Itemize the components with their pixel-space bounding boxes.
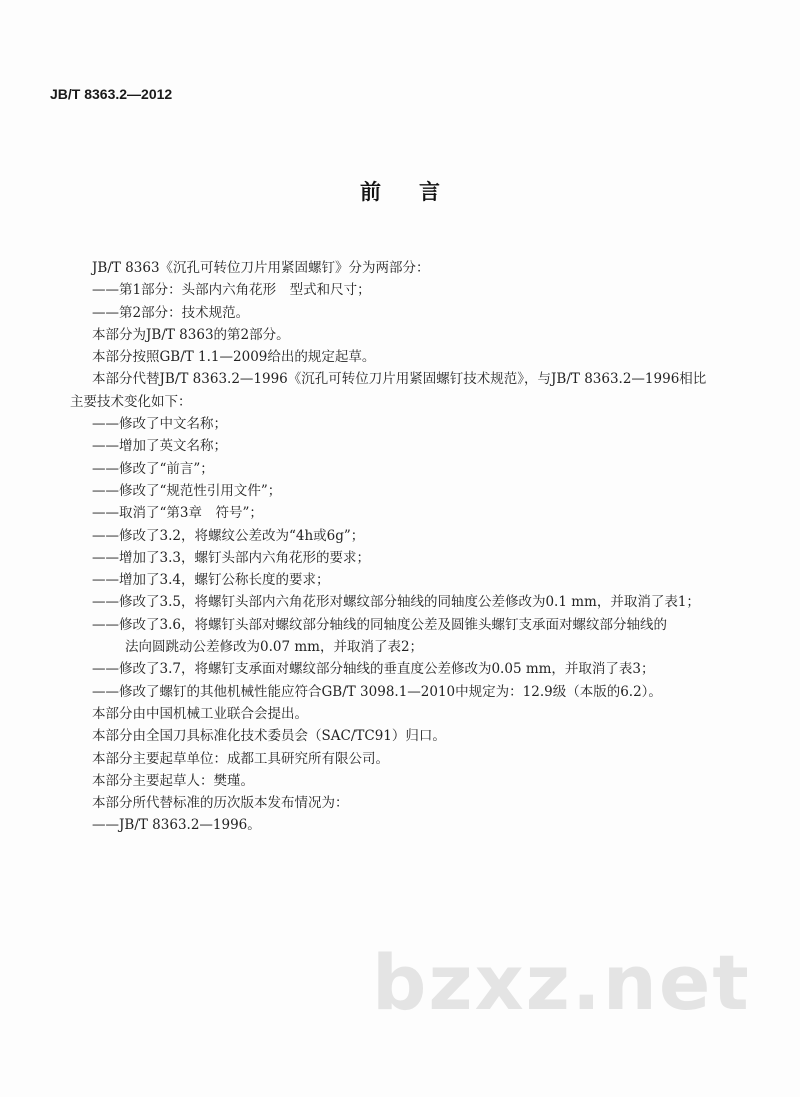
page-title: 前言 [360,179,478,204]
paragraph-line: JB/T 8363《沉孔可转位刀片用紧固螺钉》分为两部分： [92,260,430,276]
paragraph-line: 本部分主要起草人：樊瑾。 [92,772,254,789]
paragraph-line: 本部分为JB/T 8363的第2部分。 [92,326,290,343]
standard-number: JB/T 8363.2—2012 [50,86,173,102]
foreword-body [0,257,800,837]
paragraph-line: 主要技术变化如下： [70,393,192,410]
paragraph-line: ——增加了英文名称； [92,438,227,455]
paragraph-line: 本部分代替JB/T 8363.2—1996《沉孔可转位刀片用紧固螺钉技术规范》，与JB/T 8363.2—1996相比 [92,371,707,388]
paragraph-line: ——修改了3.2，将螺纹公差改为“4h或6g”； [92,527,365,544]
paragraph-line: ——增加了3.4，螺钉公称长度的要求； [92,572,330,589]
paragraph-line: ——修改了3.6，将螺钉头部对螺纹部分轴线的同轴度公差及圆锥头螺钉支承面对螺纹部分轴线的 [92,616,667,633]
paragraph-line: ——修改了螺钉的其他机械性能应符合GB/T 3098.1—2010中规定为：12.9级（本版的6.2）。 [92,683,662,700]
paragraph-line: 本部分由全国刀具标准化技术委员会（SAC/TC91）归口。 [92,728,446,745]
paragraph-line: 本部分主要起草单位：成都工具研究所有限公司。 [92,750,389,767]
watermark: bzxz.net [372,938,751,1027]
paragraph-line: ——增加了3.3，螺钉头部内六角花形的要求； [92,549,370,566]
paragraph-line: ——修改了3.5，将螺钉头部内六角花形对螺纹部分轴线的同轴度公差修改为0.1 mm，并取消了表1； [92,594,700,611]
paragraph-line: 本部分由中国机械工业联合会提出。 [92,705,308,722]
paragraph-line: ——修改了“规范性引用文件”； [92,482,282,499]
paragraph-line: ——第1部分：头部内六角花形 型式和尺寸； [92,282,371,299]
paragraph-line: ——修改了中文名称； [92,416,227,433]
paragraph-line: ——JB/T 8363.2—1996。 [92,817,261,834]
paragraph-line: ——取消了“第3章 符号”； [92,505,263,522]
paragraph-line: 法向圆跳动公差修改为0.07 mm，并取消了表2； [125,639,424,656]
paragraph-line: 本部分按照GB/T 1.1—2009给出的规定起草。 [92,349,376,366]
paragraph-line: ——修改了3.7，将螺钉支承面对螺纹部分轴线的垂直度公差修改为0.05 mm，并取消了表3； [92,661,655,678]
paragraph-line: 本部分所代替标准的历次版本发布情况为： [92,795,349,812]
paragraph-line: ——第2部分：技术规范。 [92,304,250,321]
paragraph-line: ——修改了“前言”； [92,460,214,477]
